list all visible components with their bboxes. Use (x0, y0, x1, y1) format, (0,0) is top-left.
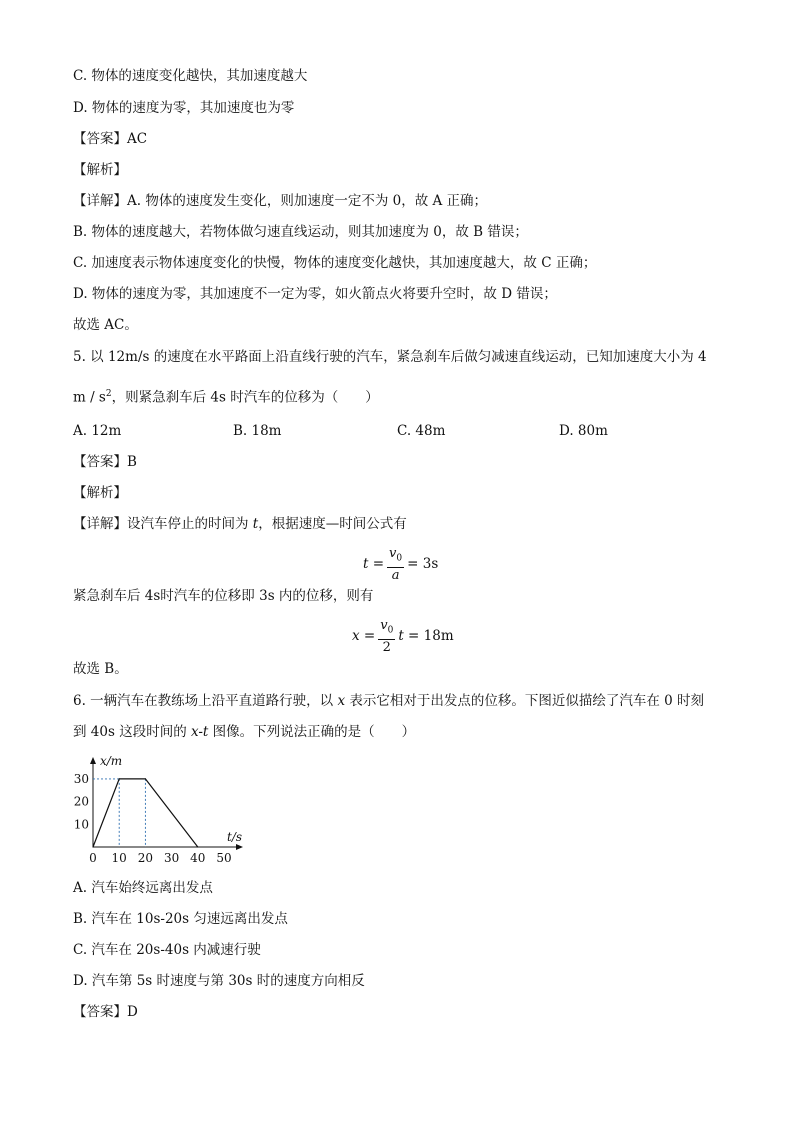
q6-stem-line-2: 到 40s 这段时间的 x-t 图像。下列说法正确的是（ ） (73, 724, 416, 740)
q4-detail-line-4: D. 物体的速度为零，其加速度不一定为零，如火箭点火将要升空时，故 D 错误； (73, 286, 557, 302)
y-axis-label: x/m (100, 754, 123, 768)
q5-formula-2: x = $\frac{v_0}{2}$ t = 18m (352, 618, 454, 655)
q4-conclusion: 故选 AC。 (73, 317, 138, 333)
q4-detail-line-2: B. 物体的速度越大，若物体做匀速直线运动，则其加速度为 0，故 B 错误； (73, 224, 528, 240)
data-point-1 (119, 778, 120, 779)
fraction: $\frac{v_0}{a}$ (389, 546, 403, 583)
q4-analysis-tag: 【解析】 (73, 162, 127, 178)
x-tick-label-50: 50 (216, 851, 232, 865)
q5-stem-line-2: m / $s^2$，则紧急刹车后 4s 时汽车的位移为（ ） (73, 389, 379, 406)
answer-value: AC (127, 131, 148, 147)
q5-formula-1: t = $\frac{v_0}{a}$ = 3s (363, 546, 439, 583)
q6-option-b: B. 汽车在 10s-20s 匀速远离出发点 (73, 911, 288, 927)
q5-stem-line-1: 5. 以 12m/s 的速度在水平路面上沿直线行驶的汽车，紧急刹车后做匀减速直线运动，已知加速度大小为 4 (73, 349, 707, 365)
q5-option-b: B. 18m (233, 423, 282, 439)
q6-option-c: C. 汽车在 20s-40s 内减速行驶 (73, 942, 261, 958)
data-point-0 (92, 846, 93, 847)
q5-conclusion: 故选 B。 (73, 661, 128, 677)
q4-option-d: D. 物体的速度为零，其加速度也为零 (73, 100, 295, 116)
q5-answer (73, 453, 137, 471)
answer-tag: 【答案】 (73, 131, 127, 147)
x-tick-label-40: 40 (190, 851, 206, 865)
xt-graph (60, 752, 260, 872)
fraction: $\frac{v_0}{2}$ (380, 618, 394, 655)
detail-tag: 【详解】 (73, 193, 127, 209)
answer-tag: 【答案】 (73, 1004, 127, 1020)
q5-option-d: D. 80m (559, 423, 608, 439)
x-tick-label-30: 30 (163, 851, 180, 865)
q5-analysis-tag: 【解析】 (73, 485, 127, 501)
x-tick-label-0: 0 (89, 851, 97, 865)
y-tick-label-20: 20 (73, 794, 89, 809)
q4-detail-line-1: 【详解】A. 物体的速度发生变化，则加速度一定不为 0，故 A 正确； (73, 193, 488, 209)
q5-option-a: A. 12m (73, 423, 122, 439)
x-tick-label-10: 10 (111, 851, 127, 865)
answer-value: D (127, 1004, 138, 1020)
detail-tag: 【详解】 (73, 516, 127, 532)
q6-stem-line-1: 6. 一辆汽车在教练场上沿平直道路行驶，以 x 表示它相对于出发点的位移。下图近似描绘了汽车在 0 时刻 (73, 693, 705, 709)
data-point-3 (197, 846, 198, 847)
q5-option-c: C. 48m (397, 423, 446, 439)
x-tick-label-20: 20 (137, 851, 154, 865)
q6-option-a: A. 汽车始终远离出发点 (73, 880, 213, 896)
x-axis-label: t/s (227, 830, 243, 844)
q5-detail-line-1: 【详解】设汽车停止的时间为 t，根据速度—时间公式有 (73, 516, 407, 532)
q5-middle-text: 紧急刹车后 4s时汽车的位移即 3s 内的位移，则有 (73, 588, 374, 604)
answer-tag: 【答案】 (73, 454, 127, 470)
q6-answer (73, 1003, 138, 1021)
q4-answer (73, 130, 147, 148)
y-tick-label-10: 10 (73, 817, 89, 832)
y-tick-label-30: 30 (73, 771, 89, 786)
data-point-2 (145, 778, 146, 779)
q4-option-c: C. 物体的速度变化越快，其加速度越大 (73, 68, 308, 84)
q6-option-d: D. 汽车第 5s 时速度与第 30s 时的速度方向相反 (73, 973, 365, 989)
q4-detail-line-3: C. 加速度表示物体速度变化的快慢，物体的速度变化越快，其加速度越大，故 C 正确； (73, 255, 597, 271)
answer-value: B (127, 454, 137, 470)
